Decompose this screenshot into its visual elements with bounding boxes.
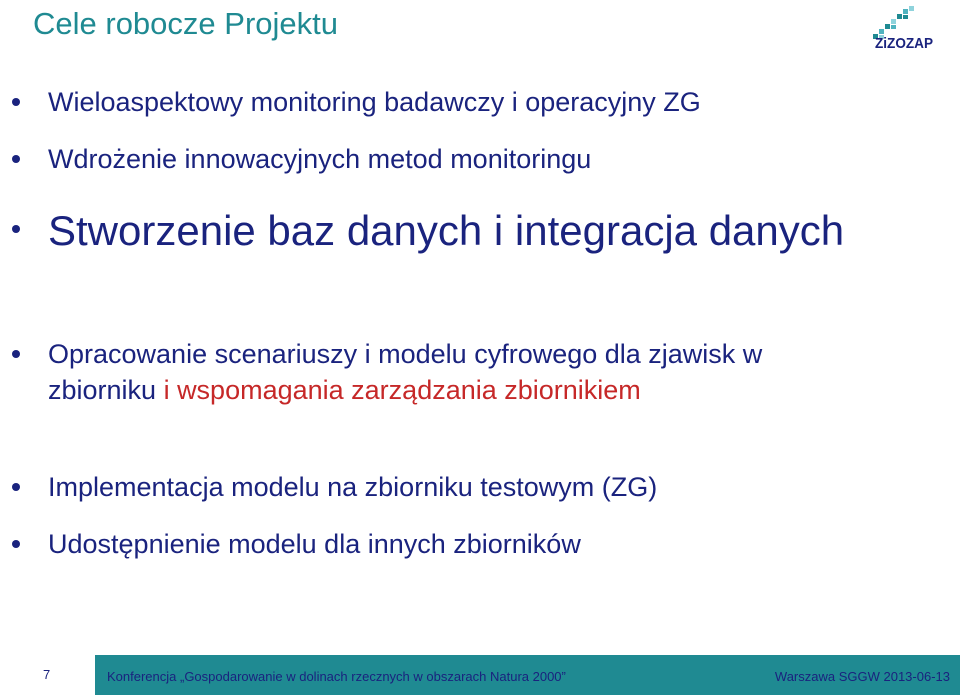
place-date: Warszawa SGGW 2013-06-13 bbox=[774, 669, 950, 684]
bullet-text: Opracowanie scenariuszy i modelu cyfrowego dla zjawisk w zbiorniku bbox=[48, 339, 763, 405]
page-number-box bbox=[0, 655, 95, 695]
bullet-item: Wdrożenie innowacyjnych metod monitoringu bbox=[48, 142, 908, 176]
bullet-item-large: Stworzenie baz danych i integracja danych bbox=[48, 203, 868, 259]
page-number: 7 bbox=[43, 667, 51, 682]
conference-title: Konferencja „Gospodarowanie w dolinach rzecznych w obszarach Natura 2000” bbox=[107, 669, 566, 684]
slide-title: Cele robocze Projektu bbox=[33, 6, 338, 41]
bullet-item-mixed bbox=[48, 336, 828, 408]
bullet-item: Udostępnienie modelu dla innych zbiorników bbox=[48, 527, 908, 561]
bullet-highlight-text: i wspomagania zarządzania zbiornikiem bbox=[163, 375, 641, 405]
bullet-item: Implementacja modelu na zbiorniku testowym (ZG) bbox=[48, 470, 908, 504]
bullet-item: Wieloaspektowy monitoring badawczy i operacyjny ZG bbox=[48, 85, 908, 119]
footer-bar bbox=[0, 655, 960, 695]
logo-text: ZiZOZAP bbox=[875, 35, 933, 50]
